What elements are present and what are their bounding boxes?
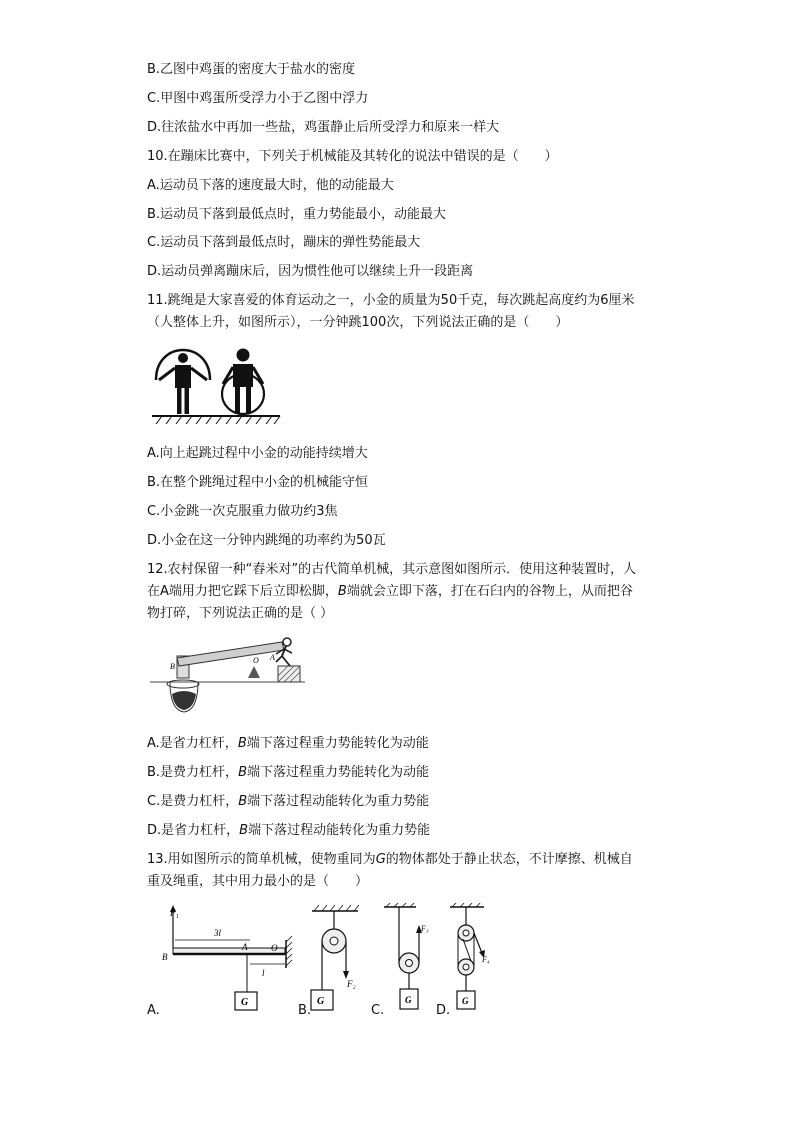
q13-figure-a-lever bbox=[158, 900, 298, 1015]
q13a-label-b: B bbox=[162, 952, 168, 962]
q12-option-d: D.是省力杠杆，B端下落过程动能转化为重力势能 bbox=[147, 823, 431, 838]
q13-option-c-label: C. bbox=[371, 1003, 385, 1018]
q13c-label-g: G bbox=[405, 995, 412, 1005]
q10-stem: 10.在蹦床比赛中，下列关于机械能及其转化的说法中错误的是（ ） bbox=[147, 149, 558, 164]
q13a-label-l: l bbox=[262, 968, 265, 978]
q13-stem-line1: 13.用如图所示的简单机械，使物重同为G的物体都处于静止状态，不计摩擦、机械自 bbox=[147, 852, 633, 867]
q13-option-d-label: D. bbox=[436, 1003, 451, 1018]
q13-figure-c-movable-pulley bbox=[382, 903, 434, 1015]
q13b-label-g: G bbox=[317, 996, 325, 1007]
q13-figure-b-fixed-pulley bbox=[306, 905, 366, 1017]
q13a-label-g: G bbox=[241, 997, 249, 1008]
q12-label-o: O bbox=[253, 656, 259, 665]
q11-stem-line2: （人整体上升，如图所示），一分钟跳100次，下列说法正确的是（ ） bbox=[147, 315, 569, 330]
q11-option-c: C.小金跳一次克服重力做功约3焦 bbox=[147, 504, 338, 519]
q13-stem-line2: 重及绳重，其中用力最小的是（ ） bbox=[147, 874, 369, 889]
q13c-label-f3: F₃ bbox=[421, 924, 429, 933]
q10-option-d: D.运动员弹离蹦床后，因为惯性他可以继续上升一段距离 bbox=[147, 264, 474, 279]
q10-option-b: B.运动员下落到最低点时，重力势能最小，动能最大 bbox=[147, 207, 447, 222]
q13a-label-3l: 3l bbox=[214, 928, 222, 938]
q11-rope-skipping-figure bbox=[150, 342, 285, 424]
q11-option-b: B.在整个跳绳过程中小金的机械能守恒 bbox=[147, 475, 369, 490]
q9-option-d: D.往浓盐水中再加一些盐，鸡蛋静止后所受浮力和原来一样大 bbox=[147, 120, 500, 135]
q11-stem-line1: 11.跳绳是大家喜爱的体育运动之一，小金的质量为50千克，每次跳起高度约为6厘米 bbox=[147, 293, 635, 308]
q11-option-d: D.小金在这一分钟内跳绳的功率约为50瓦 bbox=[147, 533, 386, 548]
q13-option-a-label: A. bbox=[147, 1003, 160, 1018]
q12-option-b: B.是费力杠杆，B端下落过程重力势能转化为动能 bbox=[147, 765, 429, 780]
q12-label-a: A bbox=[270, 653, 275, 662]
q9-option-b: B.乙图中鸡蛋的密度大于盐水的密度 bbox=[147, 62, 356, 77]
q10-option-a: A.运动员下落的速度最大时，他的动能最大 bbox=[147, 178, 394, 193]
q13b-label-f2: F₂ bbox=[347, 979, 356, 989]
q12-label-b: B bbox=[170, 662, 175, 671]
q12-stem-line2: 在A端用力把它踩下后立即松脚，B端就会立即下落，打在石臼内的谷物上，从而把谷 bbox=[147, 584, 633, 599]
q13-option-b-label: B. bbox=[298, 1003, 312, 1018]
q13d-label-f4: F₄ bbox=[482, 955, 490, 964]
q10-option-c: C.运动员下落到最低点时，蹦床的弹性势能最大 bbox=[147, 235, 421, 250]
q12-option-a: A.是省力杠杆，B端下落过程重力势能转化为动能 bbox=[147, 736, 429, 751]
q13a-label-f1: F₁ bbox=[170, 908, 179, 918]
q12-option-c: C.是费力杠杆，B端下落过程动能转化为重力势能 bbox=[147, 794, 430, 809]
q9-option-c: C.甲图中鸡蛋所受浮力小于乙图中浮力 bbox=[147, 91, 369, 106]
q13a-label-o: O bbox=[271, 943, 278, 953]
q12-stem-line3: 物打碎，下列说法正确的是（ ） bbox=[147, 606, 334, 621]
q12-rice-pounder-figure bbox=[150, 632, 305, 717]
q13d-label-g: G bbox=[462, 996, 469, 1006]
q13-figure-d-pulley-block bbox=[446, 903, 498, 1015]
q11-option-a: A.向上起跳过程中小金的动能持续增大 bbox=[147, 446, 368, 461]
q12-stem-line1: 12.农村保留一种“舂米对”的古代简单机械，其示意图如图所示．使用这种装置时，人 bbox=[147, 562, 637, 577]
q13a-label-a: A bbox=[242, 942, 248, 952]
